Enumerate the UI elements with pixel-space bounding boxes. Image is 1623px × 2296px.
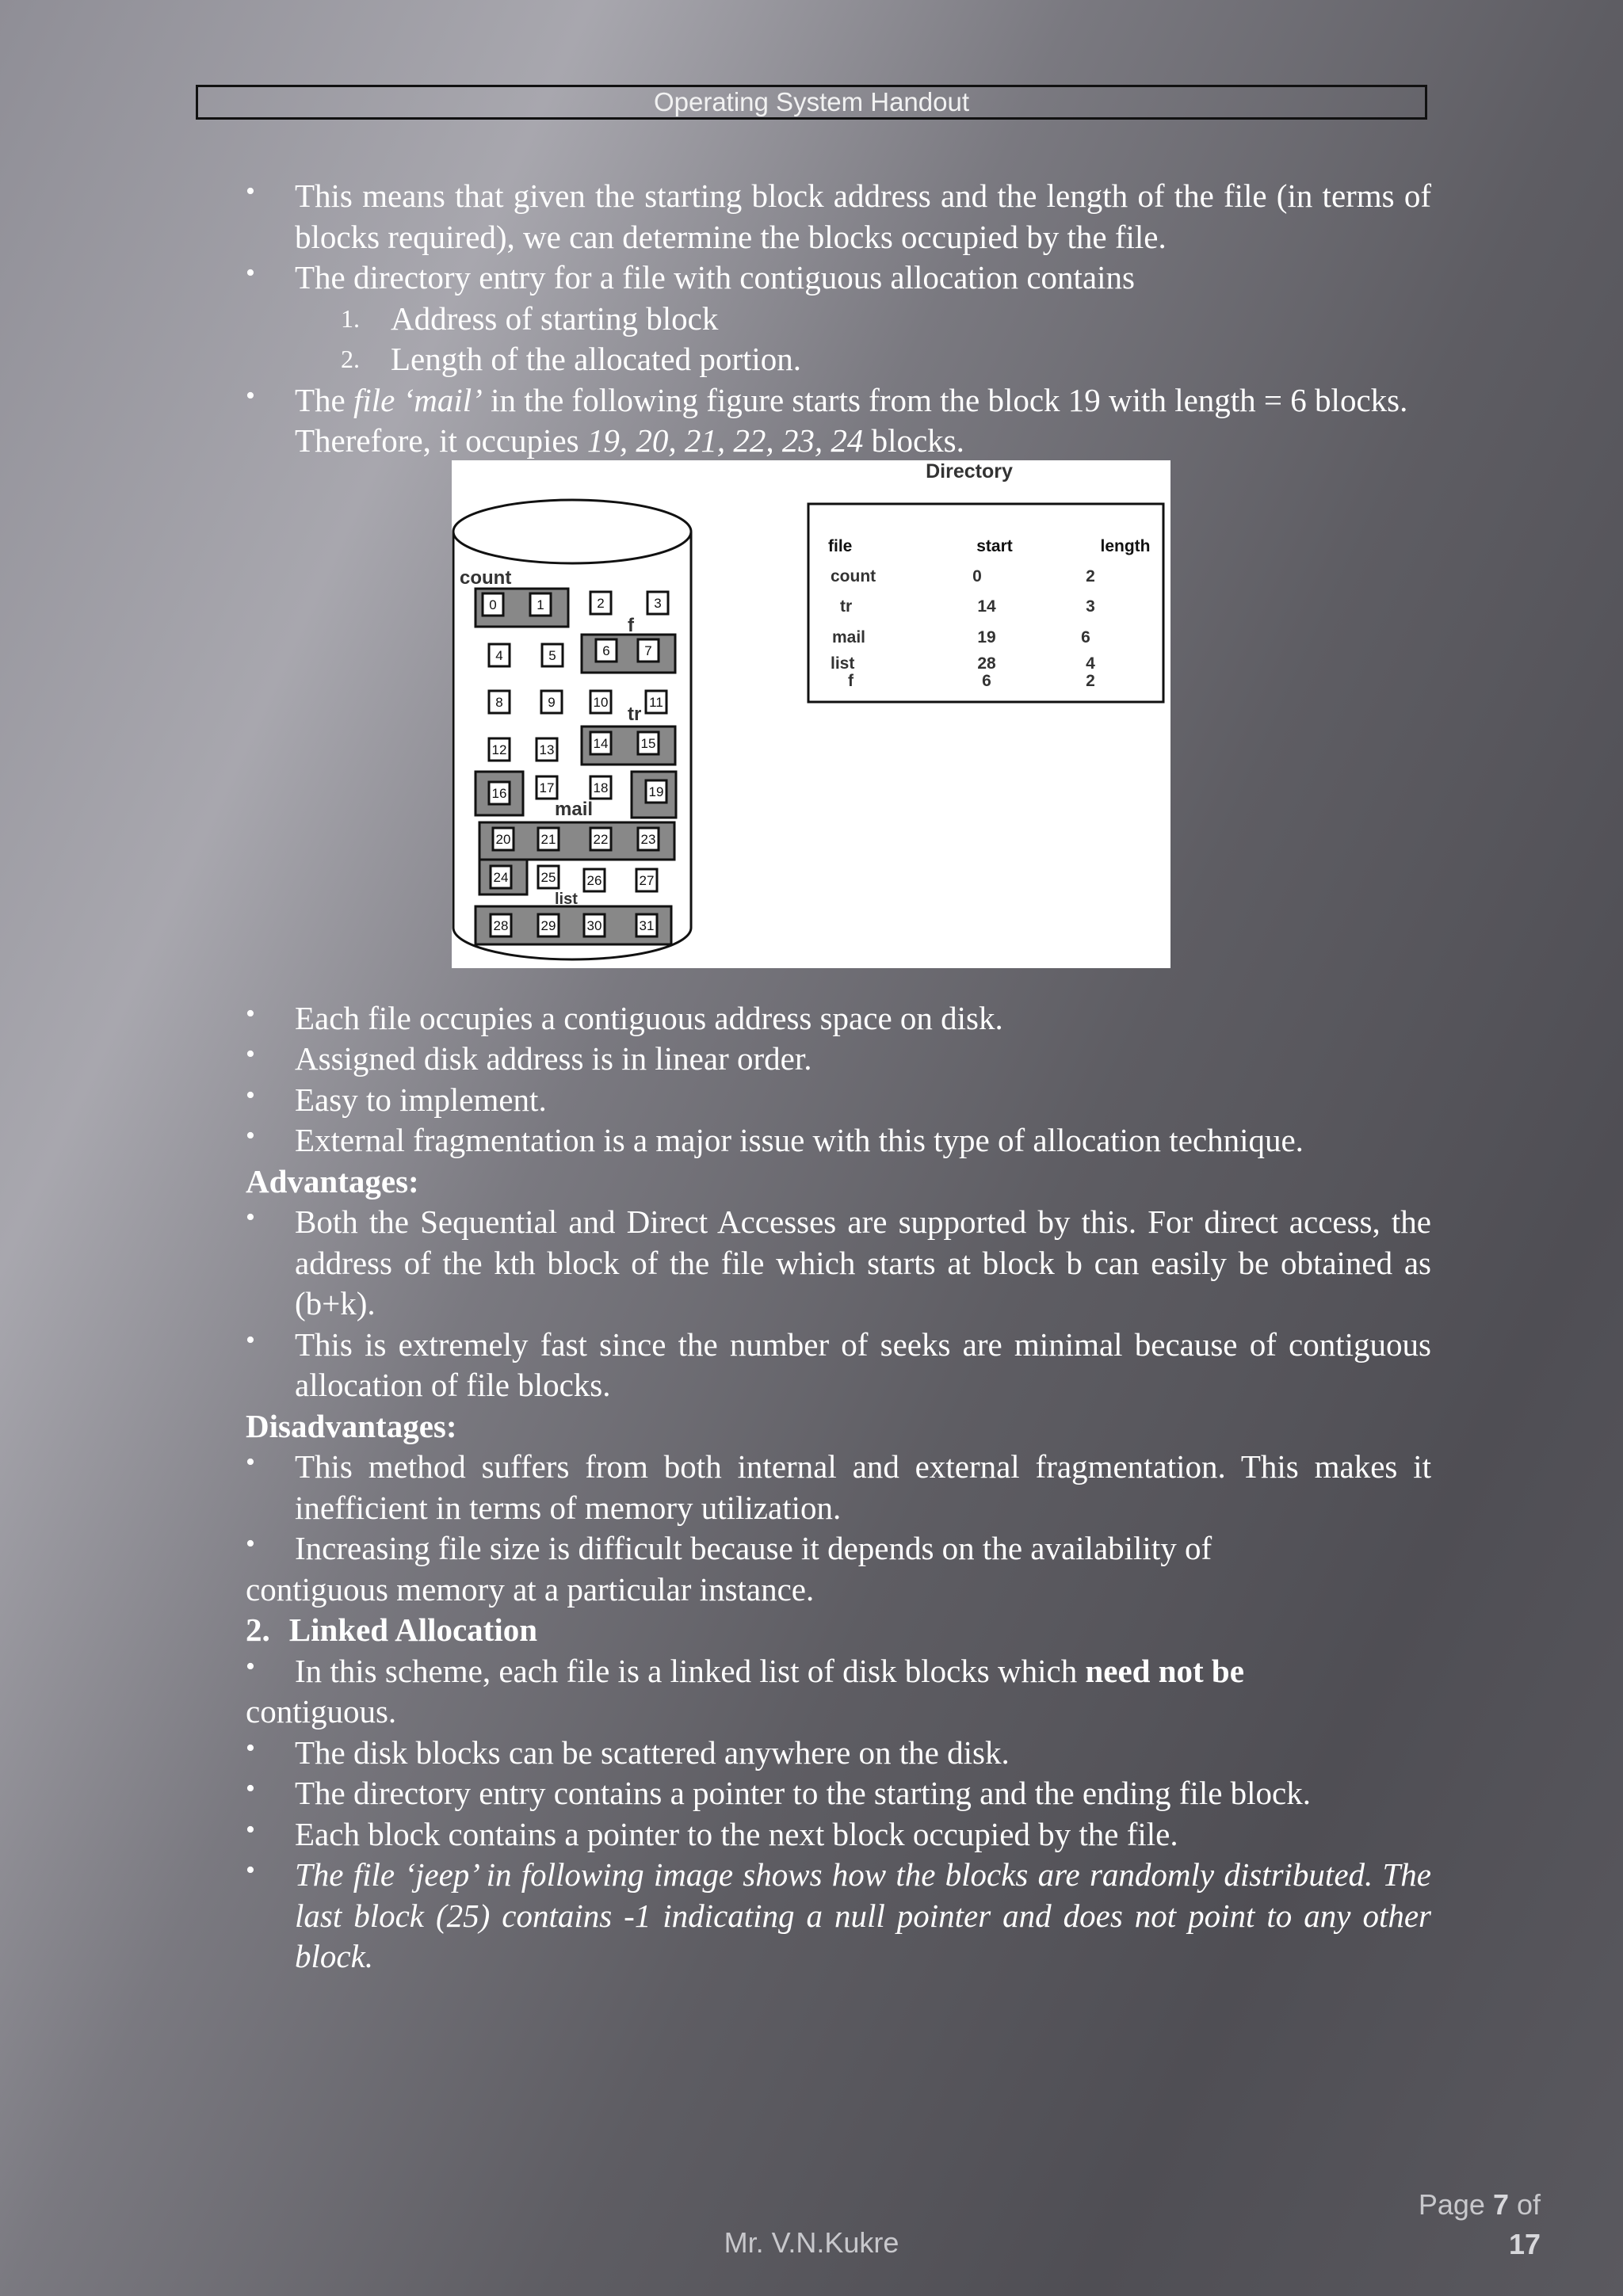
- block-number: 13: [539, 742, 555, 757]
- list-item: [246, 1855, 1431, 1978]
- directory-title: Directory: [926, 460, 1013, 482]
- footer-author: Mr. V.N.Kukre: [724, 2226, 899, 2259]
- text-italic: 19, 20, 21, 22, 23, 24: [586, 422, 864, 459]
- list-item: • Increasing file size is difficult because it depends on the availability of: [246, 1528, 1431, 1569]
- disk-file-label: list: [555, 890, 578, 908]
- block-number: 8: [495, 694, 503, 710]
- content: [246, 176, 1431, 1978]
- block-number: 9: [548, 694, 556, 710]
- directory-cell-start: 14: [977, 597, 996, 616]
- page-of: of: [1508, 2188, 1541, 2221]
- page-header: Operating System Handout: [196, 85, 1427, 120]
- bullet-directory-entry: • The directory entry for a file with contiguous allocation contains: [246, 257, 1431, 299]
- directory-cell-file: mail: [832, 627, 866, 646]
- block-number: 7: [644, 643, 652, 658]
- bullet-start-length: • This means that given the starting block address and the length of the file (in terms of blocks required), we can determine the blocks occupied by the file.: [246, 176, 1431, 257]
- block-number: 20: [495, 831, 511, 847]
- disk-file-label: count: [460, 566, 512, 589]
- numbered-item: [246, 299, 1431, 340]
- list-item: [246, 1651, 1431, 1692]
- contiguous-allocation-figure: [452, 460, 1170, 968]
- block-number: 0: [489, 597, 497, 612]
- text: The: [295, 381, 353, 418]
- list-item: • Each file occupies a contiguous address space on disk.: [246, 998, 1431, 1039]
- list-item: • Each block contains a pointer to the next block occupied by the file.: [246, 1814, 1431, 1855]
- directory-cell-start: 6: [982, 671, 991, 690]
- list-item: • The disk blocks can be scattered anywhere on the disk.: [246, 1733, 1431, 1774]
- section-title: Linked Allocation: [288, 1611, 538, 1648]
- section-heading: [246, 1610, 1431, 1651]
- block-number: 11: [649, 694, 663, 710]
- item-text: Address of starting block: [391, 299, 719, 337]
- figure-svg: [452, 460, 1170, 968]
- block-number: 17: [539, 780, 555, 795]
- block-number: 12: [491, 742, 507, 757]
- block-number: 19: [648, 784, 664, 799]
- directory-cell-start: 0: [972, 566, 982, 585]
- block-number: 28: [493, 917, 509, 933]
- disk-cylinder-top: [453, 500, 691, 563]
- list-item: • External fragmentation is a major issue with this type of allocation technique.: [246, 1120, 1431, 1161]
- block-number: 16: [491, 785, 507, 801]
- directory-cell-length: 4: [1086, 654, 1095, 673]
- block-number: 15: [640, 735, 656, 751]
- numbered-item: [246, 339, 1431, 380]
- item-number: 1.: [341, 303, 360, 333]
- text: In this scheme, each file is a linked list of disk blocks which: [295, 1652, 1086, 1689]
- directory-cell-start: 28: [977, 654, 996, 673]
- directory-cell-start: 19: [977, 627, 996, 646]
- block-number: 4: [495, 647, 503, 663]
- block-number: 25: [540, 869, 556, 885]
- directory-cell-length: 6: [1081, 627, 1090, 646]
- continuation-text: contiguous.: [246, 1693, 397, 1730]
- block-number: 18: [593, 780, 609, 795]
- block-number: 6: [602, 643, 610, 658]
- directory-cell-length: 2: [1086, 566, 1095, 585]
- block-number: 27: [639, 872, 655, 888]
- item-number: 2.: [341, 345, 360, 373]
- directory-cell-file: list: [831, 654, 855, 673]
- block-number: 5: [548, 647, 556, 663]
- list-item: • The directory entry contains a pointer to the starting and the ending file block.: [246, 1773, 1431, 1814]
- block-number: 22: [593, 831, 609, 847]
- text-italic: file ‘mail’: [353, 381, 483, 418]
- block-number: 1: [537, 597, 544, 612]
- text-italic: The file ‘jeep’ in following image shows how the blocks are randomly distributed. The last block (25) contains -1 indicating a null pointer and does not point to any other block.: [295, 1856, 1431, 1974]
- block-number: 26: [586, 872, 602, 888]
- directory-cell-length: 3: [1086, 597, 1095, 616]
- list-item: • Easy to implement.: [246, 1080, 1431, 1121]
- directory-header: file: [828, 536, 853, 555]
- text: blocks.: [863, 422, 964, 459]
- disadvantages-heading: Disadvantages:: [246, 1407, 457, 1444]
- directory-cell-file: f: [848, 671, 854, 690]
- total-pages: 17: [1508, 2228, 1541, 2260]
- list-item: • Both the Sequential and Direct Accesses are supported by this. For direct access, the address of the kth block of the file which starts at block b can easily be obtained as (b+k).: [246, 1202, 1431, 1325]
- directory-cell-file: tr: [840, 597, 853, 616]
- block-number: 29: [540, 917, 556, 933]
- text: in the following figure starts from the block 19 with length = 6 blocks. Therefore, it occupies: [295, 381, 1408, 459]
- disk-file-label: mail: [555, 798, 594, 820]
- directory-header: length: [1100, 536, 1151, 555]
- item-text: Length of the allocated portion.: [391, 341, 802, 377]
- list-item: • This is extremely fast since the number of seeks are minimal because of contiguous allocation of file blocks.: [246, 1325, 1431, 1406]
- block-number: 2: [597, 595, 605, 611]
- disk-file-label: f: [628, 614, 634, 636]
- block-number: 3: [654, 595, 662, 611]
- current-page: 7: [1492, 2188, 1509, 2221]
- page-prefix: Page: [1418, 2188, 1493, 2221]
- section-number: 2.: [246, 1611, 270, 1648]
- block-number: 30: [586, 917, 602, 933]
- block-number: 21: [540, 831, 556, 847]
- text-bold: need not be: [1085, 1652, 1244, 1689]
- block-number: 14: [593, 735, 609, 751]
- block-number: 31: [639, 917, 655, 933]
- block-number: 24: [493, 869, 509, 885]
- directory-cell-length: 2: [1086, 671, 1095, 690]
- disk-file-label: tr: [628, 703, 642, 725]
- directory-cell-file: count: [831, 566, 876, 585]
- block-number: 10: [593, 694, 609, 710]
- list-item: • This method suffers from both internal and external fragmentation. This makes it inefficient in terms of memory utilization.: [246, 1447, 1431, 1528]
- bullet-mail-example: [246, 380, 1431, 462]
- block-number: 23: [640, 831, 656, 847]
- list-item: • Assigned disk address is in linear order.: [246, 1039, 1431, 1080]
- advantages-heading: Advantages:: [246, 1162, 419, 1199]
- directory-header: start: [976, 536, 1013, 555]
- continuation-text: contiguous memory at a particular instance.: [246, 1570, 815, 1608]
